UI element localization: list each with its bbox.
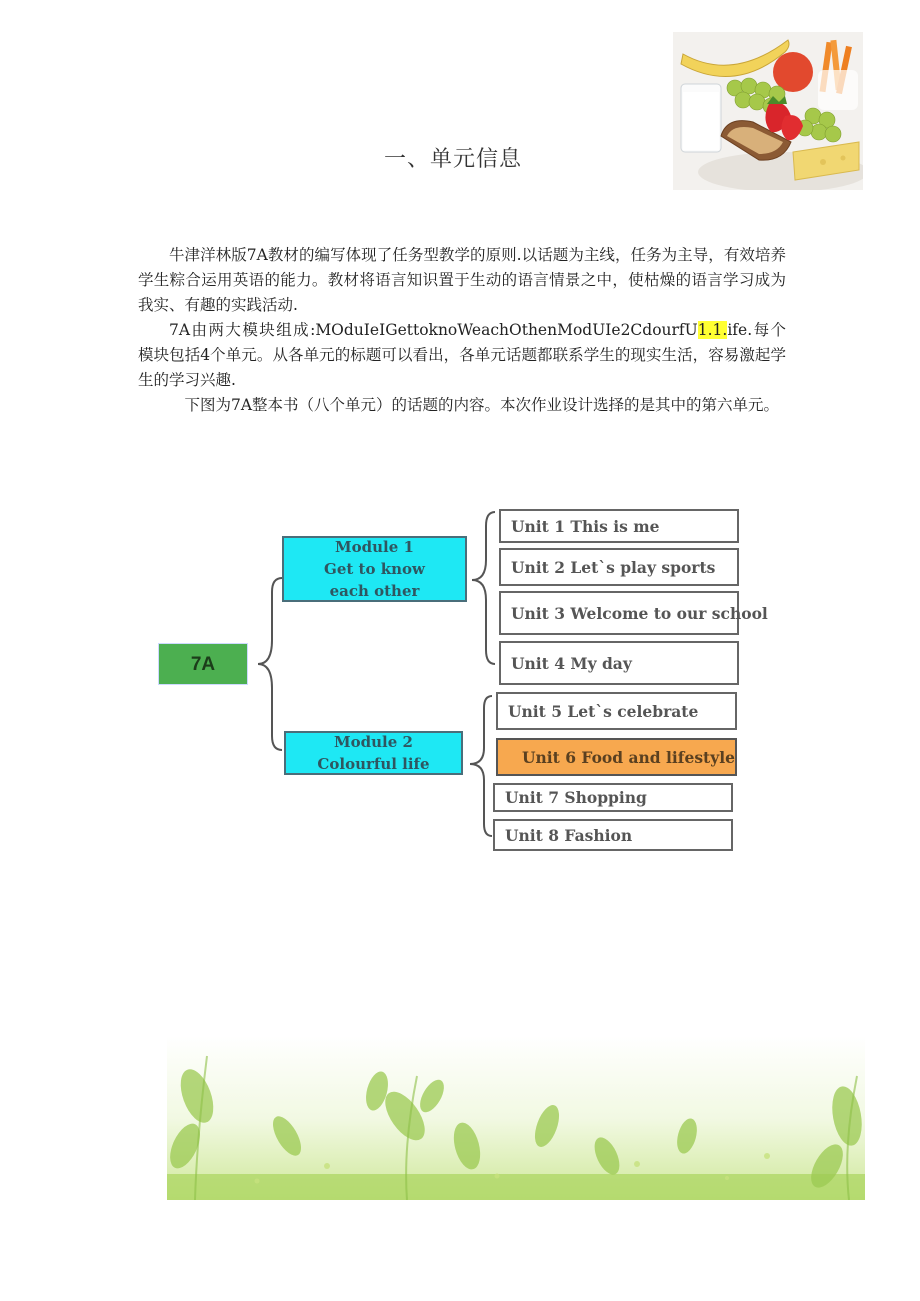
highlighted-text: 1.1. bbox=[697, 321, 728, 339]
unit-4-node: Unit 4 My day bbox=[499, 641, 739, 685]
unit-mindmap bbox=[150, 500, 768, 860]
module-1-node bbox=[282, 536, 467, 602]
module-2-line-1: Module 2 bbox=[334, 733, 413, 751]
unit-5-node: Unit 5 Let`s celebrate bbox=[496, 692, 737, 730]
paragraph-2-start: 7A由两大模块组成:MOduIeIGettoknoWeachOthenModUIe2CdourfU bbox=[169, 321, 698, 339]
section-title: 一、单元信息 bbox=[383, 147, 522, 172]
intro-text bbox=[138, 243, 786, 418]
unit-8-node: Unit 8 Fashion bbox=[493, 819, 733, 851]
module-1-line-3: each other bbox=[329, 582, 420, 600]
root-node: 7A bbox=[158, 643, 248, 685]
unit-2-node: Unit 2 Let`s play sports bbox=[499, 548, 739, 586]
unit-3-node: Unit 3 Welcome to our school bbox=[499, 591, 739, 635]
unit-6-node: Unit 6 Food and lifestyle bbox=[496, 738, 737, 776]
unit-1-node: Unit 1 This is me bbox=[499, 509, 739, 543]
unit-7-node: Unit 7 Shopping bbox=[493, 783, 733, 812]
paragraph-1: 牛津洋林版7A教材的编写体现了任务型教学的原则.以话题为主线，任务为主导，有效培养学生粽合运用英语的能力。教材将语言知识置于生动的语言情景之中，使枯燥的语言学习成为我实、有趣的实践活动. bbox=[138, 246, 786, 314]
paragraph-2 bbox=[138, 318, 786, 393]
paragraph-3: 下图为7A整本书（八个单元）的话题的内容。本次作业设计选择的是其中的第六单元。 bbox=[184, 396, 780, 414]
module-1-line-2: Get to know bbox=[324, 560, 425, 578]
paragraph-2-end: ife.每个模块包括4个单元。从各单元的标题可以看出，各单元话题都联系学生的现实生活，容易激起学生的学习兴趣. bbox=[138, 321, 787, 389]
module-2-node bbox=[284, 731, 463, 775]
module-1-line-1: Module 1 bbox=[335, 538, 414, 556]
module-2-line-2: Colourful life bbox=[317, 755, 430, 773]
green-plant-banner bbox=[167, 1036, 865, 1200]
